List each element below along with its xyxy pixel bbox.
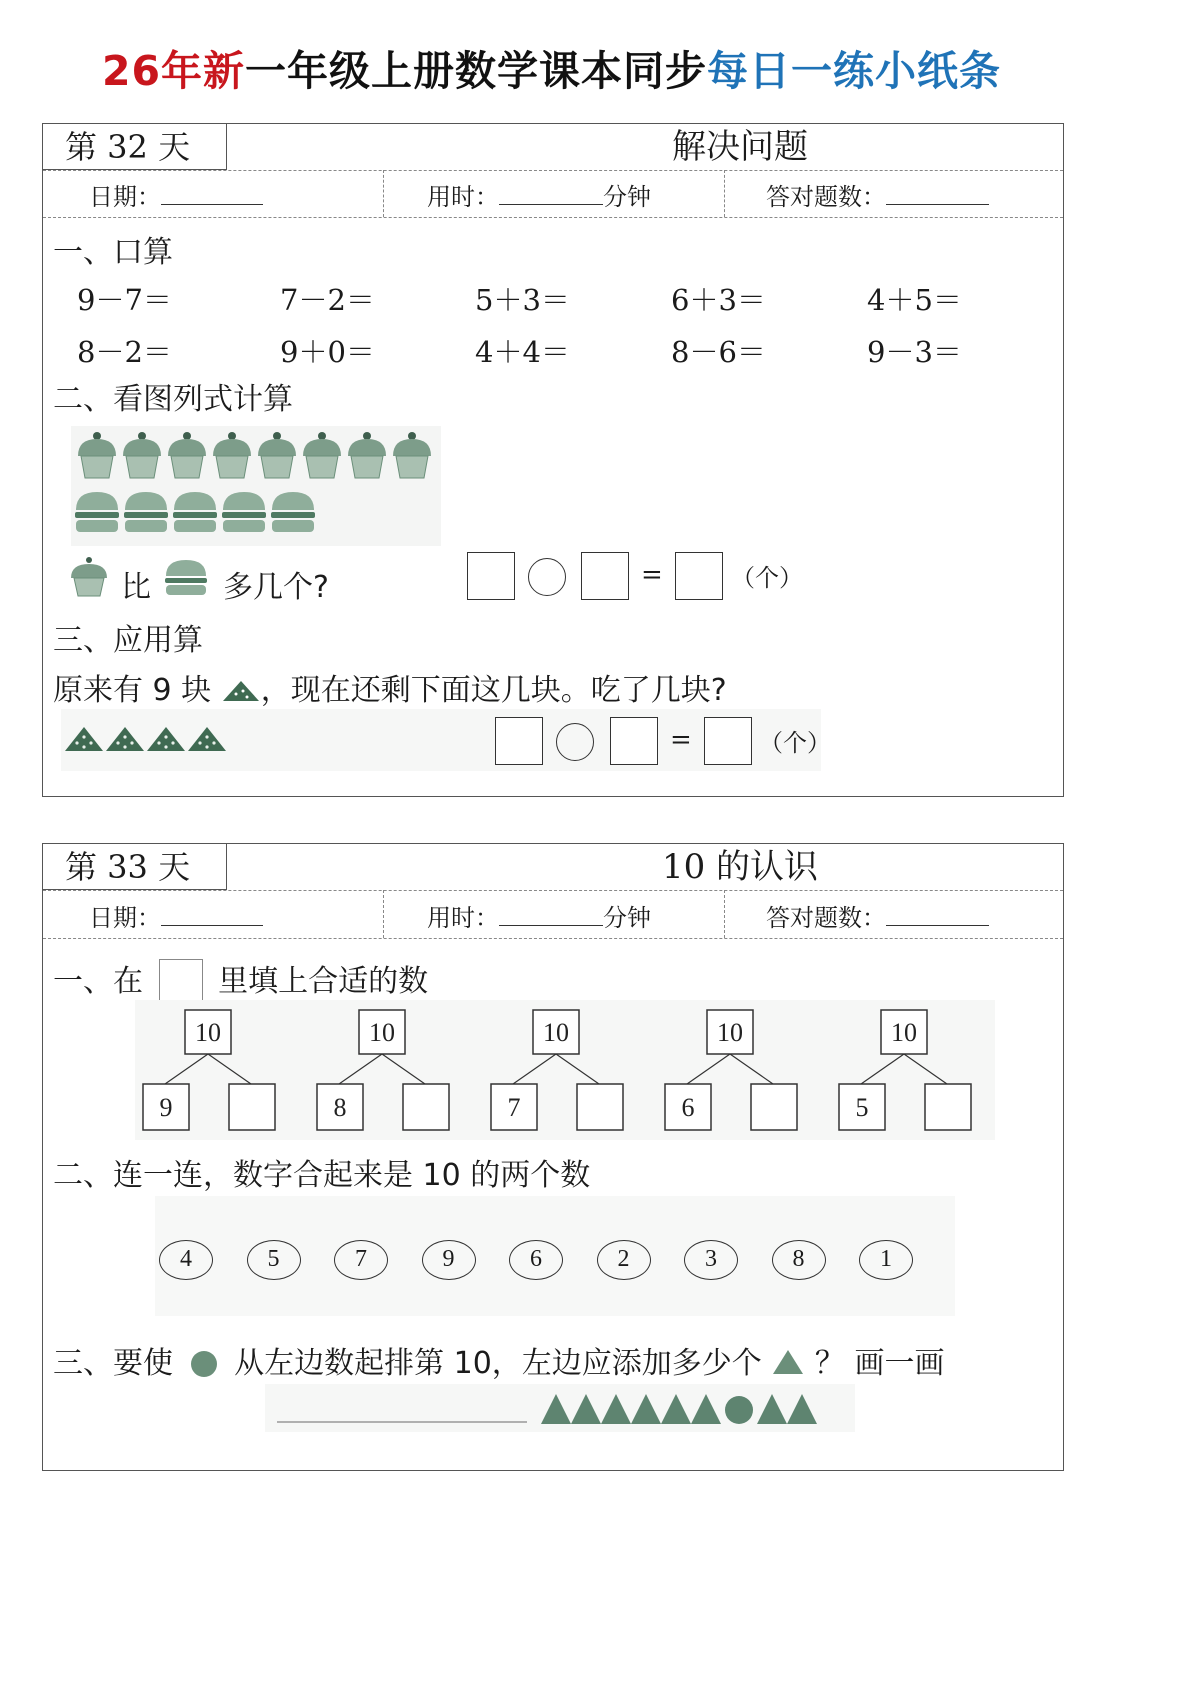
section-application: 三、应用算: [53, 623, 203, 658]
number-oval[interactable]: 6: [509, 1240, 563, 1280]
bond-top-number: 10: [891, 1018, 917, 1047]
divider: [43, 938, 1063, 939]
equals-sign: =: [670, 725, 692, 755]
oral-problem: 9＋0＝: [280, 335, 375, 369]
unit-label: （个）: [759, 729, 831, 757]
time-field[interactable]: [427, 898, 651, 933]
correct-field[interactable]: [766, 898, 989, 933]
divider: [43, 170, 1063, 171]
time-blank[interactable]: [499, 182, 603, 205]
date-blank[interactable]: [161, 182, 263, 205]
triangle-icon: [771, 1348, 805, 1376]
number-oval[interactable]: 5: [247, 1240, 301, 1280]
bond-left-number: 5: [855, 1093, 869, 1122]
bond-left-number: 8: [333, 1093, 347, 1122]
bond-answer-box[interactable]: [751, 1084, 797, 1130]
bond-left-number: 7: [507, 1093, 521, 1122]
answer-box[interactable]: [704, 717, 752, 765]
section-fill-boxes: [53, 956, 428, 1003]
section-matching: 二、连一连，数字合起来是 10 的两个数: [53, 1158, 591, 1193]
number-oval[interactable]: 3: [684, 1240, 738, 1280]
oral-problem: 8－2＝: [77, 335, 172, 369]
number-oval[interactable]: 9: [422, 1240, 476, 1280]
number-oval[interactable]: 4: [159, 1240, 213, 1280]
section-picture: 二、看图列式计算: [53, 382, 293, 417]
correct-field[interactable]: [766, 177, 989, 212]
application-text: [53, 665, 727, 709]
divider: [383, 890, 384, 938]
day-label: 第 33 天: [43, 844, 227, 890]
oral-problem: 9－7＝: [77, 283, 172, 317]
answer-box[interactable]: [610, 717, 658, 765]
date-field[interactable]: [89, 177, 263, 212]
day32-card: [42, 123, 1064, 797]
number-oval[interactable]: 1: [859, 1240, 913, 1280]
cupcake-icon: [67, 556, 111, 598]
divider: [383, 170, 384, 217]
unit-label: （个）: [731, 564, 803, 592]
section-draw-prefix: 三、要使: [53, 1346, 173, 1381]
title-year: 26年新: [101, 47, 246, 95]
application-part1: 原来有 9 块: [53, 673, 212, 708]
section-draw-suffix: ？ 画一画: [814, 1346, 945, 1381]
circle-shape: [725, 1396, 753, 1424]
title-main: 一年级上册数学课本同步: [245, 47, 708, 95]
date-blank[interactable]: [161, 903, 263, 926]
number-oval[interactable]: 8: [772, 1240, 826, 1280]
bond-left-number: 9: [159, 1093, 173, 1122]
burger-icon: [222, 492, 266, 532]
answer-box[interactable]: [495, 717, 543, 765]
bond-top-number: 10: [543, 1018, 569, 1047]
correct-blank[interactable]: [886, 903, 989, 926]
divider: [724, 170, 725, 217]
oral-problem: 6＋3＝: [671, 283, 766, 317]
shape-row-picture: [265, 1384, 855, 1432]
title-daily: 每日一练小纸条: [707, 47, 1002, 95]
bond-left-number: 6: [681, 1093, 695, 1122]
number-oval[interactable]: 2: [597, 1240, 651, 1280]
watermelon-icon: [221, 679, 261, 703]
compare-question: 多几个?: [223, 570, 329, 605]
day33-card: [42, 843, 1064, 1471]
answer-box[interactable]: [581, 552, 629, 600]
correct-label: 答对题数：: [766, 183, 886, 211]
section-fill-prefix: 一、在: [53, 964, 143, 999]
bond-answer-box[interactable]: [925, 1084, 971, 1130]
section-draw: [53, 1338, 944, 1382]
answer-box[interactable]: [675, 552, 723, 600]
correct-label: 答对题数：: [766, 904, 886, 932]
bond-answer-box[interactable]: [577, 1084, 623, 1130]
time-label: 用时：: [427, 904, 499, 932]
burger-icon: [124, 492, 168, 532]
application-part2: ，现在还剩下面这几块。吃了几块?: [260, 673, 727, 708]
section-draw-middle: 从左边数起排第 10，左边应添加多少个: [234, 1346, 762, 1381]
correct-blank[interactable]: [886, 182, 989, 205]
date-label: 日期：: [89, 904, 161, 932]
bond-answer-box[interactable]: [229, 1084, 275, 1130]
burger-icon: [163, 558, 209, 598]
circle-icon: [191, 1351, 217, 1377]
oral-problem: 4＋4＝: [475, 335, 570, 369]
date-label: 日期：: [89, 183, 161, 211]
number-oval[interactable]: 7: [334, 1240, 388, 1280]
oral-problem: 9－3＝: [867, 335, 962, 369]
day-label: 第 32 天: [43, 124, 227, 170]
divider: [724, 890, 725, 938]
time-unit: 分钟: [603, 904, 651, 932]
topic-title: 解决问题: [672, 127, 808, 167]
cupcake-burger-picture: [71, 426, 441, 546]
bond-answer-box[interactable]: [403, 1084, 449, 1130]
time-field[interactable]: [427, 177, 651, 212]
number-bonds-figure: [135, 1000, 995, 1140]
oral-problem: 4＋5＝: [867, 283, 962, 317]
oral-problem: 8－6＝: [671, 335, 766, 369]
operator-circle[interactable]: [528, 558, 566, 596]
bond-top-number: 10: [195, 1018, 221, 1047]
answer-box[interactable]: [467, 552, 515, 600]
page-title: [0, 38, 1103, 97]
operator-circle[interactable]: [556, 723, 594, 761]
date-field[interactable]: [89, 898, 263, 933]
equals-sign: =: [641, 560, 663, 590]
time-blank[interactable]: [499, 903, 603, 926]
oral-problem: 5＋3＝: [475, 283, 570, 317]
compare-word: 比: [121, 570, 151, 605]
section-fill-suffix: 里填上合适的数: [218, 964, 429, 999]
bond-top-number: 10: [717, 1018, 743, 1047]
oral-problem: 7－2＝: [280, 283, 375, 317]
bond-top-number: 10: [369, 1018, 395, 1047]
time-label: 用时：: [427, 183, 499, 211]
burger-icon: [173, 492, 217, 532]
section-oral: 一、口算: [53, 235, 173, 270]
burger-icon: [271, 492, 315, 532]
divider: [43, 217, 1063, 218]
example-box: [159, 959, 203, 1003]
divider: [43, 890, 1063, 891]
topic-title: 10 的认识: [661, 847, 819, 887]
burger-icon: [75, 492, 119, 532]
time-unit: 分钟: [603, 183, 651, 211]
